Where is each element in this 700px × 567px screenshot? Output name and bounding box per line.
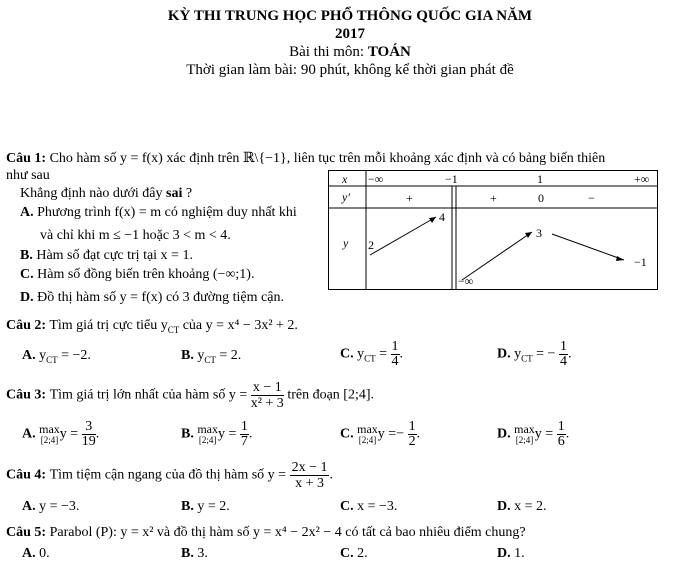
option-yeq: y = [377,426,397,442]
max-interval: [2;4] [198,434,217,445]
table-yp-val: − [588,191,595,205]
option-letter: B. [20,248,33,263]
option-letter: A. [22,546,36,561]
option-sign: − [396,426,405,442]
option-post: = −2. [57,348,91,363]
subject-line [0,44,700,61]
option-post: = 2. [215,348,242,363]
q2-option-d[interactable] [497,340,571,369]
max-operator [514,421,535,446]
q4-label: Câu 4: [6,467,47,483]
table-y-val: 4 [439,210,445,224]
q3-option-d[interactable]: D. max [2;4] y = $\frac{1}{6}$ . [497,419,570,449]
option-letter: C. [20,267,34,282]
option-letter: D. [497,546,511,561]
fraction [82,420,96,449]
fraction-num: 1 [559,339,567,354]
option-text: 2. [357,546,368,561]
option-letter: D. [497,346,511,362]
time-note: Thời gian làm bài: 90 phút, không kể thời gian phát đề [186,62,514,78]
q2-stem-post: của y = x⁴ − 3x² + 2. [179,318,298,333]
q1-stem-b: như sau [6,168,50,183]
max-word: max [197,421,219,436]
q3-option-c[interactable]: C. max [2;4] y =− $\frac{1}{2}$ . [340,419,421,449]
fraction [391,340,400,369]
max-interval: [2;4] [515,434,534,445]
q4-option-a[interactable] [22,499,79,515]
q5-option-b[interactable] [181,546,208,562]
arrow-down [552,234,624,260]
option-letter: A. [22,499,36,514]
option-text: y = 2. [197,499,230,514]
q1-prompt [20,186,192,202]
q2-label: Câu 2: [6,318,47,333]
fraction-num: 3 [82,420,96,435]
fraction-num: 1 [408,419,416,434]
table-yp-label: y′ [342,190,350,204]
table-y-val: −1 [634,255,647,269]
arrow-up-1 [370,217,436,255]
subject-name: TOÁN [367,44,411,60]
fraction-den: 4 [559,354,567,369]
fraction-den: 2 [408,434,416,449]
max-interval: [2;4] [358,434,377,445]
option-post: = − [532,346,556,362]
table-x-label: x [342,172,348,186]
fraction-num: x − 1 [251,380,284,396]
fraction [408,420,417,449]
max-operator [197,421,219,446]
option-letter: B. [181,426,194,442]
q5-stem-text: Parabol (P): y = x² và đồ thị hàm số y = x⁴ − 2x² − 4 có tất cả bao nhiêu điểm chung? [49,525,526,540]
q3-stem-pre: Tìm giá trị lớn nhất của hàm số y = [49,387,248,403]
q2-option-c[interactable] [340,340,403,369]
fraction [251,380,284,411]
table-yp-val: 0 [538,191,544,205]
q1-prompt-pre: Khẳng định nào dưới đây [20,186,167,201]
q5-label: Câu 5: [6,525,47,540]
fraction [290,460,330,491]
option-letter: B. [181,499,194,514]
option-text: và chỉ khi m ≤ −1 hoặc 3 < m < 4. [40,228,231,243]
option-text: Phương trình f(x) = m có nghiệm duy nhất khi [37,205,297,220]
q1-option-b[interactable] [20,248,193,264]
q5-option-c[interactable] [340,546,368,562]
q3-label: Câu 3: [6,387,47,403]
q1-prompt-post: ? [182,186,193,201]
option-pre: y [197,348,205,363]
option-letter: D. [20,290,34,305]
max-word: max [39,421,60,436]
table-x-val: −1 [445,172,458,186]
fraction-den: 7 [240,434,248,449]
option-text: Hàm số đạt cực trị tại x = 1. [36,248,193,263]
option-letter: B. [181,546,194,561]
option-yeq: y = [218,426,237,442]
option-sub: CT [204,354,216,365]
option-yeq: y = [59,426,79,442]
q3-stem [6,380,374,411]
option-letter: D. [497,499,511,514]
q1-option-d[interactable] [20,290,284,306]
option-text: y = −3. [39,499,80,514]
table-yp-val: + [490,191,497,205]
max-word: max [357,421,378,436]
q4-option-b[interactable] [181,499,230,515]
q1-label: Câu 1: [6,151,47,166]
fraction-num: 1 [240,419,248,434]
fraction-num: 1 [557,419,565,434]
option-sub: CT [521,353,533,364]
q5-option-d[interactable] [497,546,525,562]
option-pre: y [514,346,522,362]
fraction [240,420,249,449]
q5-option-a[interactable] [22,546,50,562]
table-x-val: +∞ [634,172,650,186]
option-letter: B. [181,348,194,363]
fraction-num: 1 [391,339,399,354]
table-x-val: 1 [537,172,543,186]
exam-title: KỲ THI TRUNG HỌC PHỔ THÔNG QUỐC GIA NĂM [167,8,533,24]
max-word: max [514,421,535,436]
fraction-den: x + 3 [295,476,324,491]
option-sub: CT [46,354,58,365]
q2-stem-sub: CT [167,324,180,335]
q2-option-a[interactable] [22,348,91,365]
option-text: 1. [514,546,525,561]
option-pre: y [39,348,47,363]
fraction-den: x² + 3 [250,396,284,411]
q4-stem-pre: Tìm tiệm cận ngang của đồ thị hàm số y = [49,467,287,483]
option-sub: CT [364,353,376,364]
table-yp-val: + [406,191,413,205]
option-text: 0. [39,546,50,561]
option-letter: A. [22,426,36,442]
q4-stem-post: . [329,467,333,483]
option-letter: C. [340,426,354,442]
option-letter: A. [22,348,36,363]
option-end: . [399,346,404,362]
table-x-val: −∞ [368,172,384,186]
q1-stem-text: Cho hàm số y = f(x) xác định trên ℝ\{−1}, liên tục trên mỗi khoảng xác định và có bảng biến thiên [49,151,606,166]
table-y-val: 2 [368,238,374,252]
table-y-val: −∞ [458,274,474,288]
q2-option-b[interactable] [181,348,241,365]
q2-stem [6,318,298,335]
option-letter: C. [340,346,354,362]
fraction-den: 19 [81,434,96,449]
option-text: x = 2. [514,499,547,514]
q3-option-a[interactable]: A. max [2;4] y = $\frac{3}{19}$ . [22,419,100,449]
q1-option-a-cont [40,228,231,244]
option-post: = [375,346,391,362]
variation-table-grid [328,170,658,290]
q1-option-c[interactable] [20,267,254,283]
option-text: Đồ thị hàm số y = f(x) có 3 đường tiệm cận. [37,290,284,305]
q1-stem [6,150,605,167]
arrow-up-2 [462,232,532,280]
max-operator [39,421,60,446]
max-operator [357,421,378,446]
q5-stem [6,525,526,541]
table-y-val: 3 [536,226,542,240]
option-text: Hàm số đồng biến trên khoảng (−∞;1). [37,267,255,282]
fraction-den: 4 [391,354,399,369]
max-interval: [2;4] [40,434,59,445]
table-y-label: y [343,236,349,250]
fraction-den: 6 [557,434,565,449]
fraction-num: 2x − 1 [291,460,328,475]
option-end: . [567,346,572,362]
option-text: 3. [197,546,208,561]
option-letter: A. [20,205,34,220]
option-letter: C. [340,546,354,561]
option-yeq: y = [534,426,554,442]
q4-option-d[interactable] [497,499,547,515]
option-text: x = −3. [357,499,398,514]
q1-option-a[interactable] [20,205,297,221]
fraction [557,420,566,449]
q4-stem [6,460,333,491]
q4-option-c[interactable] [340,499,397,515]
q2-stem-text: Tìm giá trị cực tiểu y [49,318,168,333]
subject-label: Bài thi môn: [289,44,368,60]
q3-stem-post: trên đoạn [2;4]. [287,387,375,403]
q1-prompt-bold: sai [166,186,183,201]
fraction [559,340,568,369]
exam-year: 2017 [335,26,365,42]
option-letter: C. [340,499,354,514]
option-pre: y [357,346,365,362]
q3-option-b[interactable]: B. max [2;4] y = $\frac{1}{7}$ . [181,419,253,449]
option-letter: D. [497,426,511,442]
